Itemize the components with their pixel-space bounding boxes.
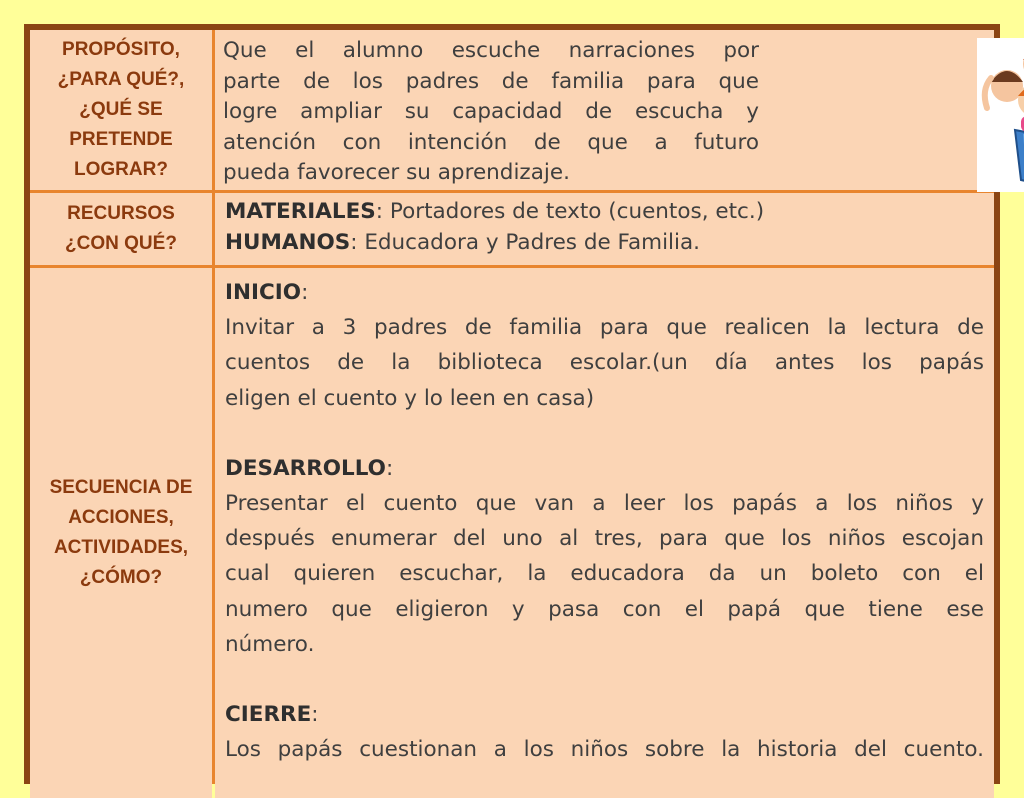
proposito-line: pueda favorecer su aprendizaje. [223,160,570,185]
materiales-heading: MATERIALES [225,199,376,224]
proposito-line: Que el alumno escuche narraciones por [223,38,759,63]
secuencia-label-cell: SECUENCIA DE ACCIONES, ACTIVIDADES, ¿CÓMO? [30,268,212,798]
proposito-content-cell [215,30,994,190]
desarrollo-line: después enumerar del uno al tres, para que los niños escojan [225,526,984,552]
spacer [225,662,984,697]
heading-colon: : [301,280,309,305]
inicio-heading: INICIO [225,280,302,305]
recursos-content-cell [215,193,994,265]
heading-colon: : [385,455,394,481]
materiales-text: : Portadores de texto (cuentos, etc.) [375,199,765,224]
humanos-text: : Educadora y Padres de Familia. [350,230,700,255]
desarrollo-line: número. [225,631,315,657]
secuencia-content-cell [215,268,994,798]
cierre-heading-line [225,697,984,732]
proposito-line: logre ampliar su capacidad de escucha y [223,99,759,124]
materiales-line [225,196,994,227]
inicio-line: cuentos de la biblioteca escolar.(un día antes los papás [225,350,984,376]
heading-colon: : [311,702,319,728]
desarrollo-heading-line [225,451,984,486]
proposito-line: parte de los padres de familia para que [223,68,759,94]
desarrollo-line: numero que eligieron y pasa con el papá que tiene ese [225,596,984,622]
proposito-label-cell: PROPÓSITO, ¿PARA QUÉ?, ¿QUÉ SE PRETENDE LOGRAR? [30,30,212,190]
humanos-heading: HUMANOS [225,230,351,255]
inicio-line: Invitar a 3 padres de familia para que realicen la lectura de [225,315,984,341]
inicio-line: eligen el cuento y lo leen en casa) [225,385,595,411]
children-reading-book-illustration [977,38,1024,192]
desarrollo-heading: DESARROLLO [225,455,386,481]
recursos-label-cell: RECURSOS ¿CON QUÉ? [30,193,212,265]
cierre-heading: CIERRE [225,702,312,728]
inicio-heading-line [225,275,984,310]
cierre-line: Los papás cuestionan a los niños sobre la historia del cuento. [225,737,984,763]
spacer [225,416,984,451]
lesson-plan-table [24,24,1000,784]
desarrollo-line: Presentar el cuento que van a leer los papás a los niños y [225,491,984,517]
humanos-line [225,227,994,258]
desarrollo-line: cual quieren escuchar, la educadora da un boleto con el [225,561,984,587]
proposito-line: atención con intención de que a futuro [223,129,759,155]
